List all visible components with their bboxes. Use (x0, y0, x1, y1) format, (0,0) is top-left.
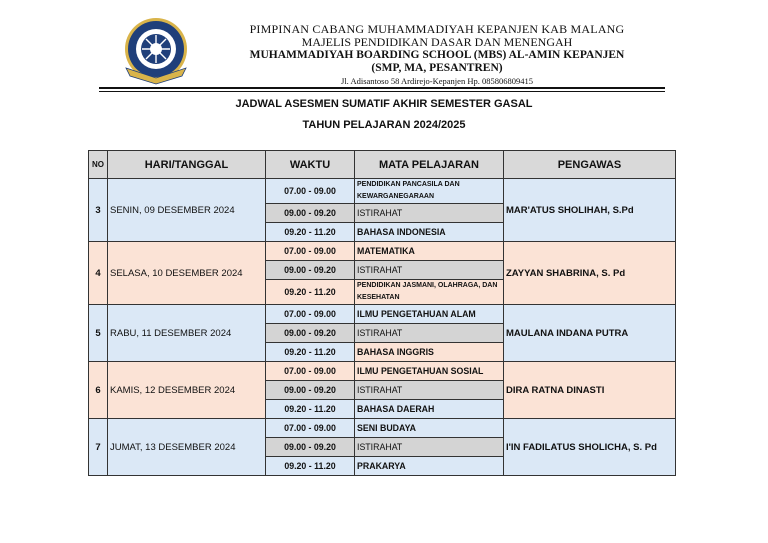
break-label: ISTIRAHAT (355, 204, 504, 223)
break-label: ISTIRAHAT (355, 324, 504, 343)
row-number: 6 (89, 362, 108, 419)
table-row (89, 305, 676, 324)
table-row (89, 179, 676, 204)
session-time: 07.00 - 09.00 (266, 419, 355, 438)
session-time: 09.20 - 11.20 (266, 457, 355, 476)
session-time: 09.20 - 11.20 (266, 400, 355, 419)
row-date: SENIN, 09 DESEMBER 2024 (108, 179, 266, 242)
session-time: 09.20 - 11.20 (266, 223, 355, 242)
header-proctor: PENGAWAS (504, 151, 676, 179)
table-row (89, 362, 676, 381)
school-units: (SMP, MA, PESANTREN) (371, 62, 503, 74)
table-row (89, 419, 676, 438)
row-date: JUMAT, 13 DESEMBER 2024 (108, 419, 266, 476)
session-time: 09.20 - 11.20 (266, 343, 355, 362)
break-label: ISTIRAHAT (355, 438, 504, 457)
break-time: 09.00 - 09.20 (266, 324, 355, 343)
session-time: 09.20 - 11.20 (266, 280, 355, 305)
break-time: 09.00 - 09.20 (266, 438, 355, 457)
row-date: KAMIS, 12 DESEMBER 2024 (108, 362, 266, 419)
row-proctor: ZAYYAN SHABRINA, S. Pd (504, 242, 676, 305)
row-date: SELASA, 10 DESEMBER 2024 (108, 242, 266, 305)
session-subject: BAHASA INGGRIS (355, 343, 504, 362)
document-title: JADWAL ASESMEN SUMATIF AKHIR SEMESTER GASAL (235, 98, 533, 110)
row-date: RABU, 11 DESEMBER 2024 (108, 305, 266, 362)
table-row (89, 242, 676, 261)
break-time: 09.00 - 09.20 (266, 261, 355, 280)
session-subject: PRAKARYA (355, 457, 504, 476)
muhammadiyah-logo-icon (118, 16, 194, 86)
session-subject: SENI BUDAYA (355, 419, 504, 438)
session-subject: ILMU PENGETAHUAN SOSIAL (355, 362, 504, 381)
letterhead-divider-thin (99, 91, 665, 92)
row-number: 4 (89, 242, 108, 305)
row-number: 5 (89, 305, 108, 362)
academic-year: TAHUN PELAJARAN 2024/2025 (302, 119, 466, 131)
break-time: 09.00 - 09.20 (266, 381, 355, 400)
row-number: 3 (89, 179, 108, 242)
header-no: NO (89, 151, 108, 179)
schedule-table (88, 150, 676, 476)
header-day: HARI/TANGGAL (108, 151, 266, 179)
break-label: ISTIRAHAT (355, 381, 504, 400)
row-number: 7 (89, 419, 108, 476)
header-subject: MATA PELAJARAN (355, 151, 504, 179)
school-address: Jl. Adisantoso 58 Ardirejo-Kepanjen Hp. 085806809415 (341, 76, 533, 86)
header-time: WAKTU (266, 151, 355, 179)
session-time: 07.00 - 09.00 (266, 305, 355, 324)
session-time: 07.00 - 09.00 (266, 242, 355, 261)
break-label: ISTIRAHAT (355, 261, 504, 280)
school-name: MUHAMMADIYAH BOARDING SCHOOL (MBS) AL-AMIN KEPANJEN (249, 49, 625, 61)
letterhead-divider-thick (99, 87, 665, 89)
session-subject: MATEMATIKA (355, 242, 504, 261)
session-subject: BAHASA INDONESIA (355, 223, 504, 242)
letterhead (112, 14, 664, 94)
table-header-row (89, 151, 676, 179)
row-proctor: DIRA RATNA DINASTI (504, 362, 676, 419)
row-proctor: MAR'ATUS SHOLIHAH, S.Pd (504, 179, 676, 242)
letterhead-text (207, 23, 667, 87)
break-time: 09.00 - 09.20 (266, 204, 355, 223)
session-time: 07.00 - 09.00 (266, 362, 355, 381)
session-subject: ILMU PENGETAHUAN ALAM (355, 305, 504, 324)
org-line: PIMPINAN CABANG MUHAMMADIYAH KEPANJEN KAB MALANG (249, 22, 625, 36)
session-time: 07.00 - 09.00 (266, 179, 355, 204)
row-proctor: I'IN FADILATUS SHOLICHA, S. Pd (504, 419, 676, 476)
session-subject: BAHASA DAERAH (355, 400, 504, 419)
row-proctor: MAULANA INDANA PUTRA (504, 305, 676, 362)
session-subject: PENDIDIKAN PANCASILA DAN KEWARGANEGARAAN (355, 179, 504, 204)
council-line: MAJELIS PENDIDIKAN DASAR DAN MENENGAH (301, 35, 573, 49)
session-subject: PENDIDIKAN JASMANI, OLAHRAGA, DAN KESEHATAN (355, 280, 504, 305)
